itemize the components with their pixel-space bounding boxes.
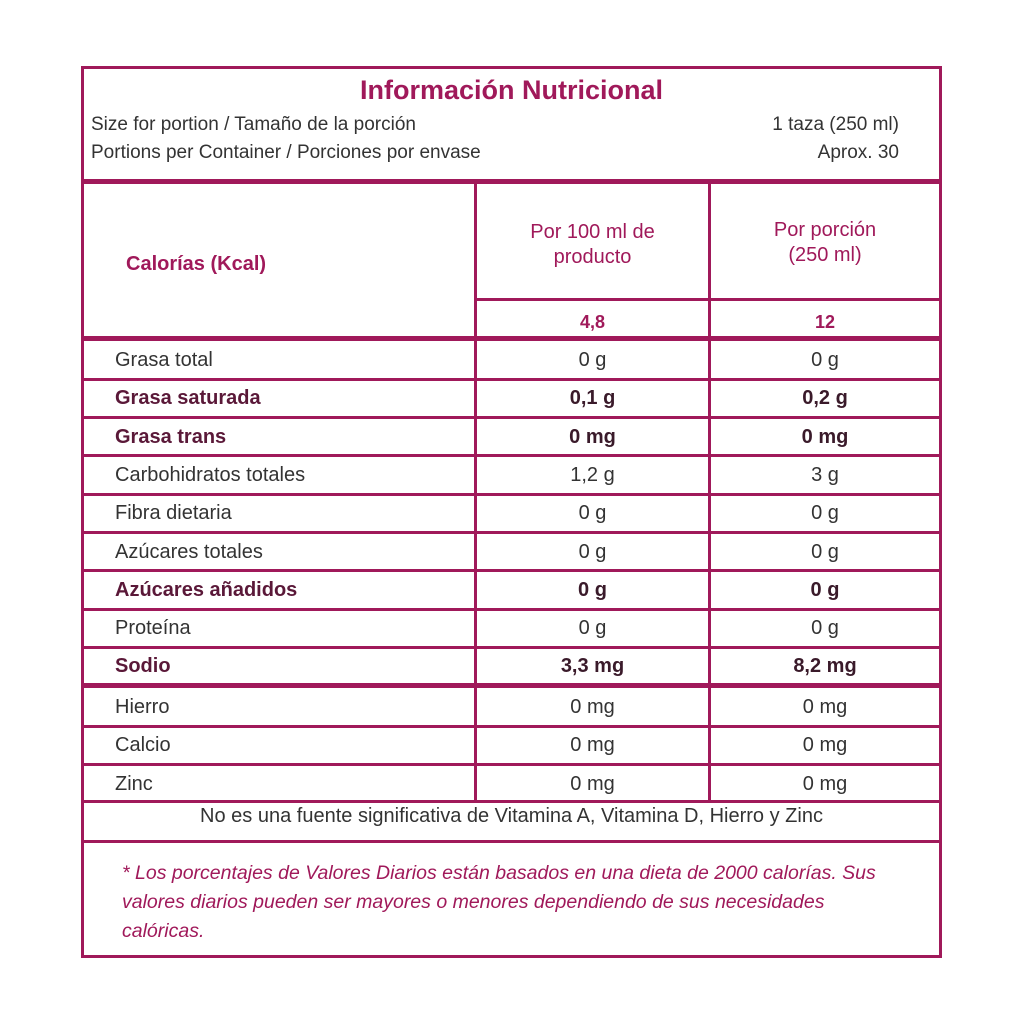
column-header-per-100ml-line2: producto [553,246,632,268]
nutrient-name: Sodio [115,655,171,678]
calories-label: Calorías (Kcal) [126,253,267,275]
nutrient-name: Grasa saturada [115,387,261,410]
nutrient-name: Carbohidratos totales [115,463,306,486]
nutrient-name: Fibra dietaria [115,502,232,525]
column-header-per-portion-line1: Por porción [773,219,877,241]
nutrient-per-portion: 3 g [811,463,839,486]
nutrient-row [84,341,939,379]
nutrient-per-portion: 0 g [810,578,840,601]
column-header-per-portion-line2: (250 ml) [788,244,862,266]
divider-header [84,179,939,184]
column-header-per-100ml-line1: Por 100 ml de [530,221,655,243]
vitamin-note: No es una fuente significativa de Vitamina A, Vitamina D, Hierro y Zinc [200,805,823,827]
nutrient-row [84,494,939,532]
nutrient-name: Proteína [115,617,191,640]
nutrient-row [84,418,939,456]
divider-note [84,800,939,803]
nutrient-per-100ml: 0 g [578,578,607,601]
nutrient-per-100ml: 3,3 mg [560,655,625,678]
mineral-per-100ml: 0 mg [570,734,615,757]
column-header-per-portion [711,218,939,268]
nutrient-row [84,609,939,647]
mineral-per-portion: 0 mg [802,772,848,795]
nutrient-name: Grasa total [115,349,213,371]
divider-footnote [84,840,939,843]
nutrient-row [84,533,939,571]
mineral-row [84,726,939,764]
divider-calories-headers [474,298,939,301]
nutrient-per-100ml: 0 mg [569,425,616,448]
mineral-name: Zinc [115,772,153,795]
nutrient-row [84,379,939,417]
calories-per-portion: 12 [814,312,836,332]
serving-size-label: Size for portion / Tamaño de la porción [91,114,416,135]
nutrient-per-portion: 0 g [811,540,839,563]
column-header-per-100ml [477,220,708,270]
nutrient-name: Azúcares añadidos [115,578,298,601]
nutrient-per-100ml: 0,1 g [569,387,616,410]
calories-per-100ml: 4,8 [579,312,606,332]
nutrient-name: Azúcares totales [115,540,263,563]
mineral-name: Hierro [115,696,170,718]
label-header [84,69,939,181]
portions-label: Portions per Container / Porciones por envase [91,142,481,163]
mineral-name: Calcio [115,734,171,757]
nutrient-per-100ml: 0 g [578,349,607,371]
nutrient-per-portion: 8,2 mg [793,655,857,678]
nutrient-per-100ml: 1,2 g [570,463,615,486]
nutrient-row [84,571,939,609]
nutrient-per-portion: 0 mg [801,425,849,448]
nutrition-label [81,66,942,958]
nutrient-per-portion: 0 g [811,617,839,640]
nutrient-name: Grasa trans [115,425,227,448]
nutrient-per-100ml: 0 g [578,540,607,563]
footnote: * Los porcentajes de Valores Diarios están basados en una dieta de 2000 calorías. Sus valores diarios pueden ser mayores o menores dependiendo de sus necesidades calóricas. [122,862,876,942]
mineral-per-100ml: 0 mg [570,696,615,718]
nutrient-row [84,456,939,494]
nutrient-per-portion: 0 g [811,349,839,371]
nutrient-row [84,647,939,685]
mineral-per-100ml: 0 mg [570,772,615,795]
serving-size-value: 1 taza (250 ml) [772,114,899,135]
label-title: Información Nutricional [359,75,664,105]
mineral-per-portion: 0 mg [802,696,848,718]
nutrient-per-portion: 0 g [811,502,839,525]
portions-value: Aprox. 30 [817,142,899,163]
mineral-per-portion: 0 mg [802,734,848,757]
nutrient-per-100ml: 0 g [578,502,607,525]
mineral-row [84,765,939,803]
nutrient-per-100ml: 0 g [578,617,607,640]
mineral-row [84,688,939,726]
nutrient-per-portion: 0,2 g [802,387,848,410]
